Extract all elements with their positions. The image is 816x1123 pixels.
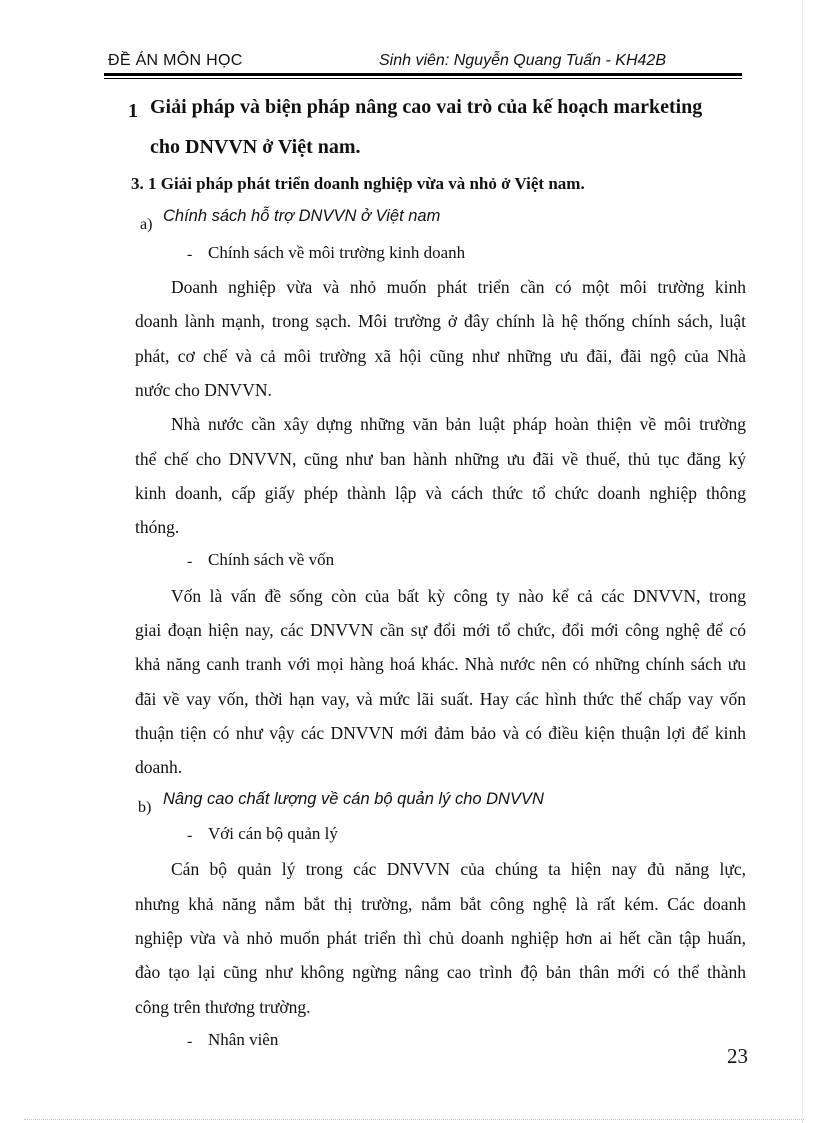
bullet-dash: - (187, 246, 193, 263)
paragraph-line: Vốn là vấn đề sống còn của bất kỳ công ty nào kể cả các DNVVN, trong (171, 586, 746, 606)
bullet-capital-policy: Chính sách về vốn (208, 550, 335, 569)
paragraph-line: doanh lành mạnh, trong sạch. Môi trường ở đây chính là hệ thống chính sách, luật (135, 311, 746, 331)
paragraph-line: doanh. (135, 757, 183, 777)
paragraph-line: thể chế cho DNVVN, cũng như ban hành những ưu đãi về thuế, thủ tục đăng ký (135, 449, 746, 469)
bullet-dash: - (187, 827, 193, 844)
header-student-name: Sinh viên: Nguyễn Quang Tuấn - KH42B (379, 52, 666, 69)
section-title: 3. 1 Giải pháp phát triển doanh nghiệp vừa và nhỏ ở Việt nam. (131, 174, 585, 193)
subsection-a-title: Chính sách hỗ trợ DNVVN ở Việt nam (163, 207, 441, 225)
bullet-managers: Với cán bộ quản lý (208, 824, 338, 843)
paragraph-line: phát, cơ chế và cả môi trường xã hội cũng như những ưu đãi, đãi ngộ của Nhà (135, 346, 746, 366)
bullet-dash: - (187, 553, 193, 570)
bullet-dash: - (187, 1033, 193, 1050)
bullet-business-environment: Chính sách về môi trường kinh doanh (208, 243, 466, 262)
subsection-b-title: Nâng cao chất lượng về cán bộ quản lý cho DNVVN (163, 790, 544, 808)
page-number: 23 (727, 1044, 748, 1068)
header-rule-thick (104, 73, 742, 76)
heading-line-2: cho DNVVN ở Việt nam. (150, 136, 361, 158)
header-rule-thin (104, 78, 742, 79)
heading-line-1: Giải pháp và biện pháp nâng cao vai trò của kế hoạch marketing (150, 96, 703, 118)
paragraph-line: kinh doanh, cấp giấy phép thành lập và cách thức tổ chức doanh nghiệp thông (135, 483, 746, 503)
page-edge-bottom (24, 1119, 804, 1120)
bullet-employees: Nhân viên (208, 1030, 279, 1049)
paragraph-line: đãi về vay vốn, thời hạn vay, và mức lãi suất. Hay các hình thức thế chấp vay vốn (135, 689, 746, 709)
subsection-b-label: b) (138, 799, 152, 816)
page-edge-right (802, 0, 803, 1123)
paragraph-line: thuận tiện có như vậy các DNVVN mới đảm bảo và có điều kiện thuận lợi để kinh (135, 723, 746, 743)
paragraph-line: công trên thương trường. (135, 997, 311, 1017)
paragraph-line: Cán bộ quản lý trong các DNVVN của chúng ta hiện nay đủ năng lực, (171, 859, 746, 879)
paragraph-line: Doanh nghiệp vừa và nhỏ muốn phát triển cần có một môi trường kinh (171, 277, 746, 297)
header-course-title: ĐỀ ÁN MÔN HỌC (108, 52, 243, 69)
paragraph-line: giai đoạn hiện nay, các DNVVN cần sự đổi mới tổ chức, đổi mới công nghệ để có (135, 620, 746, 640)
heading-number: 1 (128, 100, 138, 122)
paragraph-line: thóng. (135, 517, 180, 537)
paragraph-line: đào tạo lại cũng như không ngừng nâng cao trình độ bản thân mới có thể thành (135, 962, 746, 982)
paragraph-line: Nhà nước cần xây dựng những văn bản luật pháp hoàn thiện về môi trường (171, 414, 746, 434)
paragraph-line: nghiệp vừa và nhỏ muốn phát triển thì chủ doanh nghiệp hơn ai hết cần tập huấn, (135, 928, 746, 948)
subsection-a-label: a) (140, 216, 153, 233)
paragraph-line: nhưng khả năng nắm bắt thị trường, nắm bắt công nghệ là rất kém. Các doanh (135, 894, 746, 914)
paragraph-line: nước cho DNVVN. (135, 380, 272, 400)
paragraph-line: khả năng canh tranh với mọi hàng hoá khác. Nhà nước nên có những chính sách ưu (135, 654, 746, 674)
